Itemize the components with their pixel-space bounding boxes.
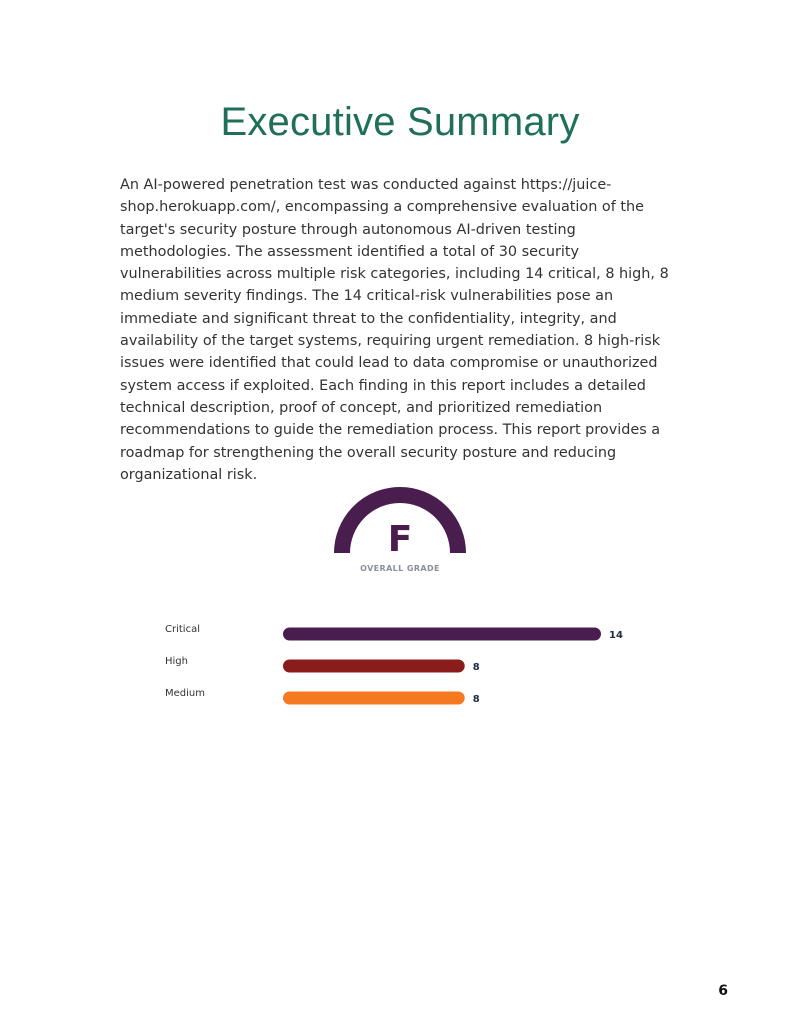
bar-label-critical: Critical <box>165 624 200 635</box>
grade-letter: F <box>387 519 413 560</box>
bar-critical <box>283 628 601 641</box>
bar-high <box>283 660 465 673</box>
page-number: 6 <box>718 983 728 999</box>
bar-medium <box>283 692 465 705</box>
bar-value-high: 8 <box>472 662 480 673</box>
executive-summary-text: An AI-powered penetration test was conducted against https://juice-shop.herokuapp.com/, encompassing a comprehensive evaluation of the target's security posture through autonomous AI-driven testing methodologies. The assessment identified a total of 30 security vulnerabilities across multiple risk categories, including 14 critical, 8 high, 8 medium severity findings. The 14 critical-risk vulnerabilities pose an immediate and significant threat to the confidentiality, integrity, and availability of the target systems, requiring urgent remediation. 8 high-risk issues were identified that could lead to data compromise or unauthorized system access if exploited. Each finding in this report includes a detailed technical description, proof of concept, and prioritized remediation recommendations to guide the remediation process. This report provides a roadmap for strengthening the overall security posture and reducing organizational risk. <box>120 177 669 483</box>
bar-label-medium: Medium <box>165 688 205 699</box>
page-title: Executive Summary <box>220 100 580 144</box>
bar-label-high: High <box>165 656 188 667</box>
bar-value-medium: 8 <box>472 694 480 705</box>
grade-caption: OVERALL GRADE <box>360 564 440 573</box>
bar-value-critical: 14 <box>609 630 623 641</box>
